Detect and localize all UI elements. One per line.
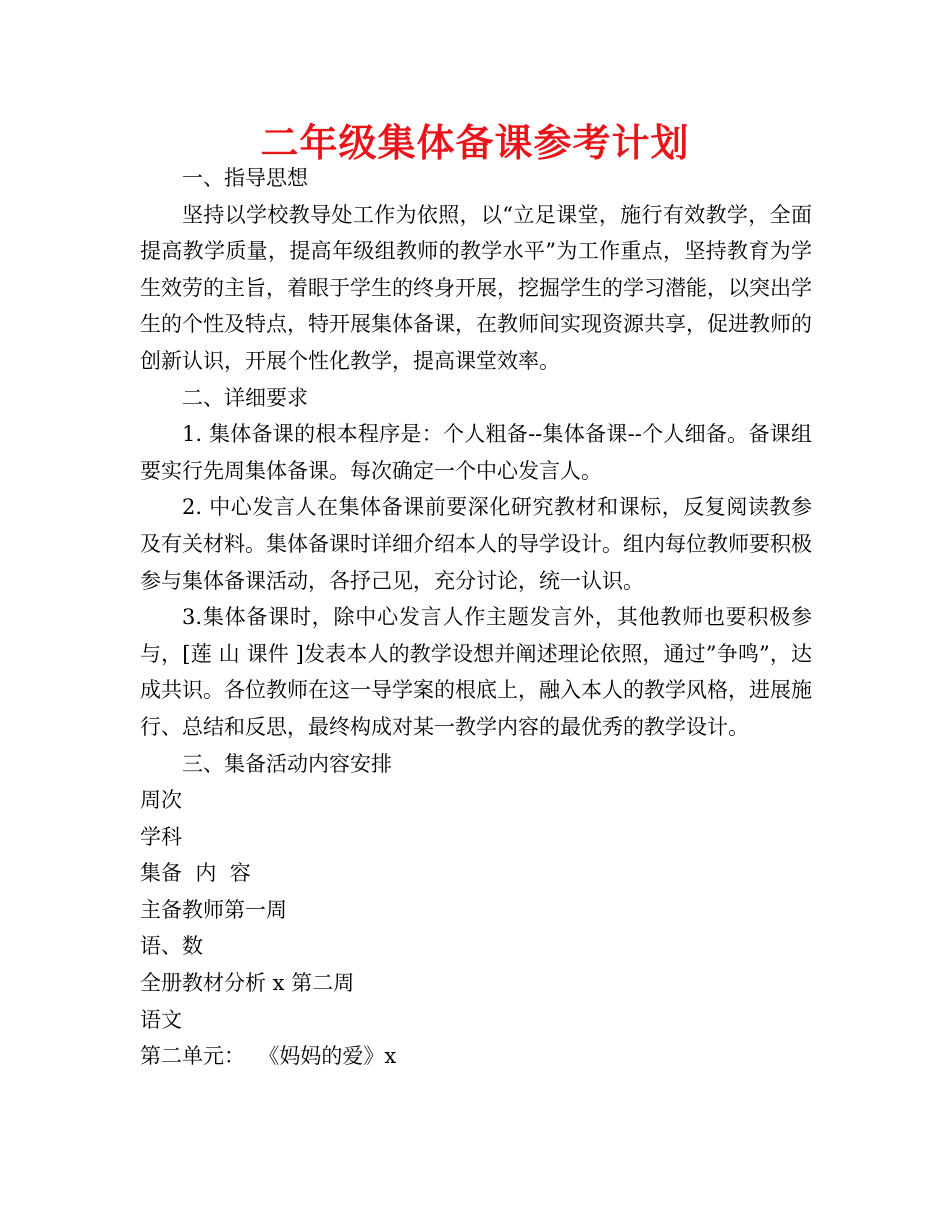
paragraph-guiding-thought: 坚持以学校教导处工作为依照，以“立足课堂，施行有效教学，全面提高教学质量，提高年级组教师的教学水平”为工作重点，坚持教育为学生效劳的主旨，着眼于学生的终身开展，挖掘学生的学习潜能，以突出学生的个性及特点，特开展集体备课，在教师间实现资源共享，促进教师的创新认识，开展个性化教学，提高课堂效率。 (140, 202, 812, 373)
schedule-line: 语、数 (140, 934, 203, 959)
section-heading-schedule: 三、集备活动内容安排 (182, 751, 392, 776)
requirement-item-1: 1. 集体备课的根本程序是：个人粗备--集体备课--个人细备。备课组要实行先周集体备课。每次确定一个中心发言人。 (140, 422, 812, 483)
schedule-line: 语文 (140, 1007, 182, 1032)
section-heading-guiding-thought: 一、指导思想 (182, 166, 308, 190)
requirement-item-3: 3.集体备课时，除中心发言人作主题发言外，其他教师也要积极参与，[莲 山 课件 ]发表本人的教学设想并阐述理论依照，通过”争鸣”，达成共识。各位教师在这一导学案的根底上，融入本人的教学风格，进展施行、总结和反思，最终构成对某一教学内容的最优秀的教学设计。 (140, 605, 812, 739)
schedule-line: 全册教材分析 x 第二周 (140, 971, 355, 996)
document-title: 二年级集体备课参考计划 (260, 121, 690, 165)
document-body (140, 160, 812, 1075)
schedule-line: 集备 内 容 (140, 861, 251, 886)
schedule-line: 第二单元： 《妈妈的爱》x (140, 1044, 397, 1069)
requirement-item-2: 2. 中心发言人在集体备课前要深化研究教材和课标，反复阅读教参及有关材料。集体备课时详细介绍本人的导学设计。组内每位教师要积极参与集体备课活动，各抒己见，充分讨论，统一认识。 (140, 495, 812, 593)
section-heading-requirements: 二、详细要求 (182, 385, 308, 410)
schedule-line: 周次 (140, 788, 182, 813)
schedule-line: 学科 (140, 824, 182, 849)
schedule-lines (140, 782, 812, 1075)
schedule-line: 主备教师第一周 (140, 897, 287, 922)
